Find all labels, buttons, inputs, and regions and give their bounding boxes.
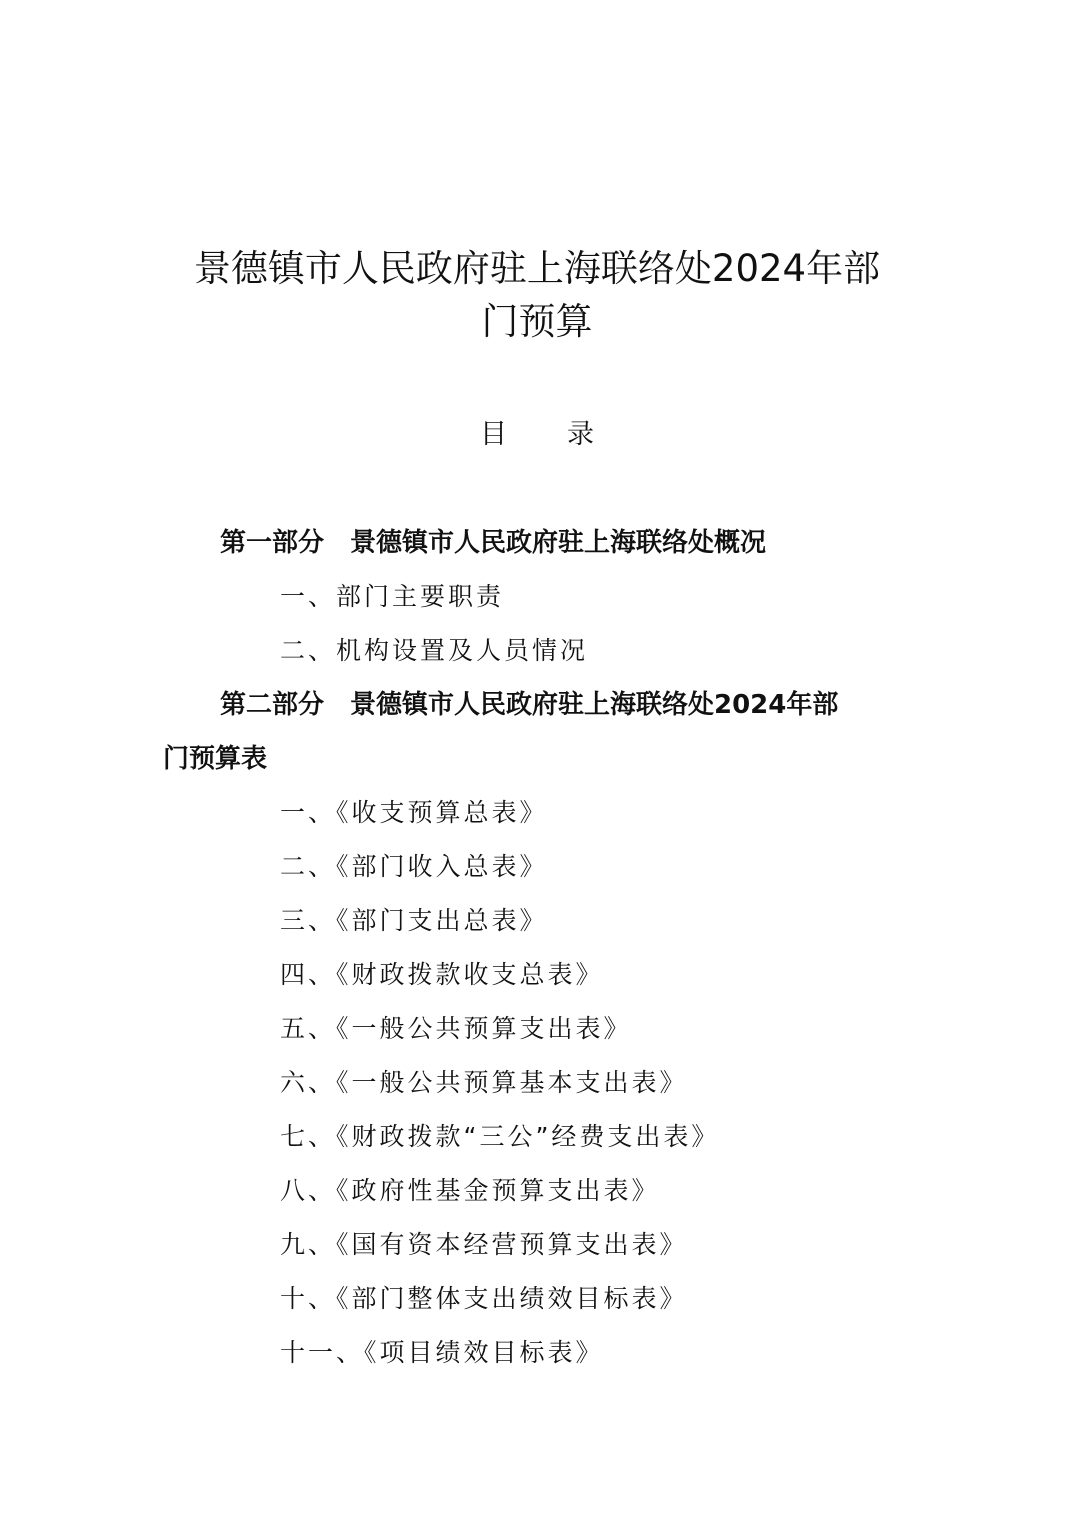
- toc-item: 二、机构设置及人员情况: [280, 636, 589, 665]
- toc-item: 七、《财政拨款“三公”经费支出表》: [280, 1122, 720, 1151]
- toc-item: 三、《部门支出总表》: [280, 906, 548, 935]
- toc-item: 八、《政府性基金预算支出表》: [280, 1176, 660, 1205]
- toc-item: 一、《收支预算总表》: [280, 798, 548, 827]
- document-title-line-2: 门预算: [481, 300, 593, 343]
- part1-heading: 第一部分 景德镇市人民政府驻上海联络处概况: [220, 528, 767, 558]
- part2-heading-line-1: 第二部分 景德镇市人民政府驻上海联络处2024年部: [220, 690, 839, 720]
- toc-item: 九、《国有资本经营预算支出表》: [280, 1230, 688, 1259]
- toc-item: 五、《一般公共预算支出表》: [280, 1014, 632, 1043]
- toc-item: 十一、《项目绩效目标表》: [280, 1338, 604, 1367]
- document-title-line-1: 景德镇市人民政府驻上海联络处2024年部: [193, 247, 881, 290]
- toc-item: 一、部门主要职责: [280, 582, 505, 611]
- toc-item: 四、《财政拨款收支总表》: [280, 960, 604, 989]
- toc-item: 二、《部门收入总表》: [280, 852, 548, 881]
- part2-heading-line-2: 门预算表: [163, 744, 268, 774]
- toc-heading: 目录: [480, 419, 654, 450]
- toc-item: 十、《部门整体支出绩效目标表》: [280, 1284, 688, 1313]
- toc-item: 六、《一般公共预算基本支出表》: [280, 1068, 688, 1097]
